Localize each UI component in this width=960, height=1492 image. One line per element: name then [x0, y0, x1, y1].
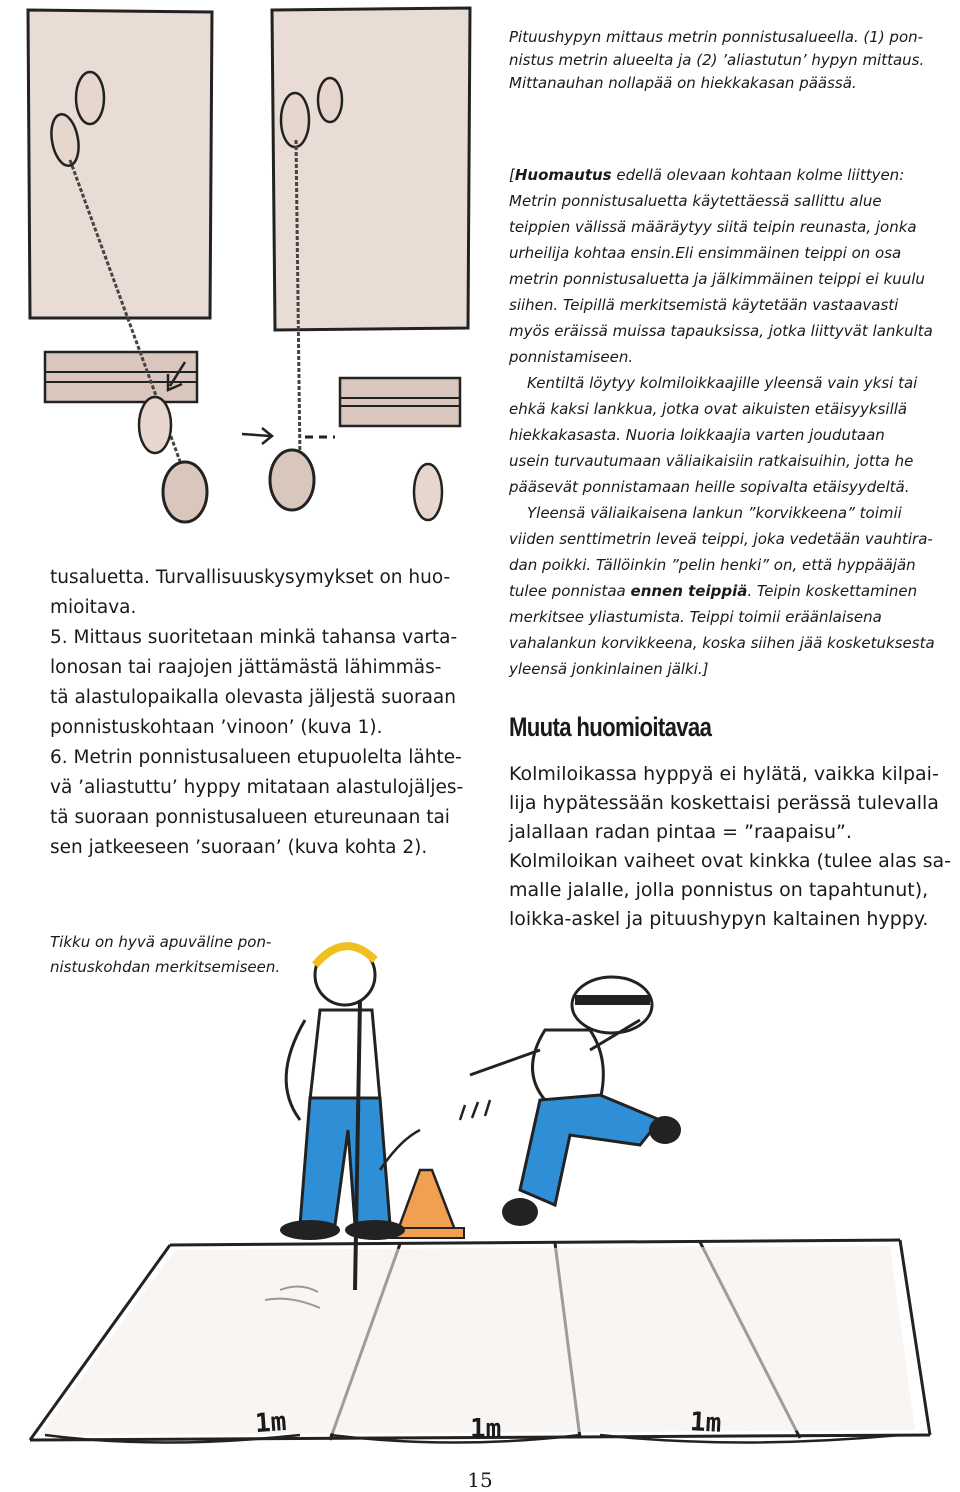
note-line	[509, 578, 957, 604]
figure-caption-top	[509, 26, 949, 95]
body-line: mioitava.	[50, 597, 137, 618]
note-line: metrin ponnistusaluetta ja jälkimmäinen teippi ei kuulu	[509, 270, 925, 288]
caption-line: nistuskohdan merkitsemiseen.	[50, 958, 281, 976]
note-line: siihen. Teipillä merkitsemistä käytetään vastaavasti	[509, 296, 899, 314]
caption-line: Pituushypyn mittaus metrin ponnistusalueella. (1) pon-	[509, 28, 924, 46]
figure-caption-left	[50, 930, 310, 980]
body-line: 6. Metrin ponnistusalueen etupuolelta lähte-	[50, 747, 462, 768]
note-line: viiden senttimetrin leveä teippi, joka vedetään vauhtira-	[509, 530, 933, 548]
body-line: lonosan tai raajojen jättämästä lähimmäs-	[50, 657, 442, 678]
note-line: hiekkakasasta. Nuoria loikkaajia varten joudutaan	[509, 426, 885, 444]
note-line: urheilija kohtaa ensin.Eli ensimmäinen teippi on osa	[509, 244, 902, 262]
note-line: ponnistamiseen.	[509, 348, 634, 366]
body-text-left	[50, 563, 490, 863]
body-text-right	[509, 760, 959, 934]
measure-label-2: 1m	[470, 1414, 502, 1444]
measure-label-1: 1m	[253, 1406, 288, 1440]
body-line: Kolmiloikan vaiheet ovat kinkka (tulee alas sa-	[509, 850, 952, 872]
note-text: . Teipin koskettaminen	[747, 582, 918, 600]
body-line: tusaluetta. Turvallisuuskysymykset on huo-	[50, 567, 451, 588]
note-text: tulee ponnistaa	[509, 582, 631, 600]
body-line: tä alastulopaikalla olevasta jäljestä suoraan	[50, 687, 456, 708]
note-line: dan poikki. Tällöinkin ”pelin henki” on, että hyppääjän	[509, 556, 916, 574]
note-emphasis: ennen teippiä	[630, 582, 748, 600]
note-line: Kentiltä löytyy kolmiloikkaajille yleensä vain yksi tai	[527, 374, 918, 392]
note-line	[509, 162, 957, 188]
note-line: pääsevät ponnistamaan heille sopivalta etäisyydeltä.	[509, 478, 910, 496]
caption-line: Tikku on hyvä apuväline pon-	[50, 933, 272, 951]
body-line: loikka-askel ja pituushypyn kaltainen hyppy.	[509, 908, 929, 930]
note-line: Metrin ponnistusaluetta käytettäessä sallittu alue	[509, 192, 882, 210]
note-text: edellä olevaan kohtaan kolme liittyen:	[611, 166, 905, 184]
note-line: ehkä kaksi lankkua, jotka ovat aikuisten etäisyyksillä	[509, 400, 908, 418]
page-number: 15	[467, 1468, 493, 1492]
note-line: Yleensä väliaikaisena lankun ”korvikkeena” toimii	[527, 504, 902, 522]
body-line: tä suoraan ponnistusalueen etureunaan tai	[50, 807, 450, 828]
body-line: Kolmiloikassa hyppyä ei hylätä, vaikka kilpai-	[509, 763, 939, 785]
sandpit-measurement-illustration	[0, 0, 500, 540]
note-line: yleensä jonkinlainen jälki.]	[509, 660, 709, 678]
note-line: usein turvautumaan väliaikaisiin ratkaisuihin, jotta he	[509, 452, 914, 470]
body-line: ponnistuskohtaan ’vinoon’ (kuva 1).	[50, 717, 383, 738]
note-bracket: [	[509, 166, 515, 184]
section-heading: Muuta huomioitavaa	[509, 712, 712, 742]
body-line: sen jatkeeseen ’suoraan’ (kuva kohta 2).	[50, 837, 428, 858]
caption-line: nistus metrin alueelta ja (2) ’aliastutun’ hypyn mittaus.	[509, 51, 925, 69]
body-line: vä ’aliastuttu’ hyppy mitataan alastulojäljes-	[50, 777, 464, 798]
caption-line: Mittanauhan nollapää on hiekkakasan päässä.	[509, 74, 857, 92]
note-block	[509, 162, 957, 682]
note-line: myös eräissä muissa tapauksissa, jotka liittyvät lankulta	[509, 322, 933, 340]
body-line: 5. Mittaus suoritetaan minkä tahansa varta-	[50, 627, 458, 648]
body-line: malle jalalle, jolla ponnistus on tapahtunut),	[509, 879, 929, 901]
body-line: lija hypätessään koskettaisi perässä tulevalla	[509, 792, 939, 814]
body-line: jalallaan radan pintaa = ”raapaisu”.	[509, 821, 852, 843]
note-line: merkitsee yliastumista. Teippi toimii eräänlaisena	[509, 608, 882, 626]
note-line: teippien välissä määräytyy siitä teipin reunasta, jonka	[509, 218, 917, 236]
measure-label-3: 1m	[689, 1407, 723, 1439]
note-line: vahalankun korvikkeena, koska siihen jää kosketuksesta	[509, 634, 935, 652]
jump-track-illustration	[0, 930, 960, 1450]
note-label: Huomautus	[514, 166, 612, 184]
